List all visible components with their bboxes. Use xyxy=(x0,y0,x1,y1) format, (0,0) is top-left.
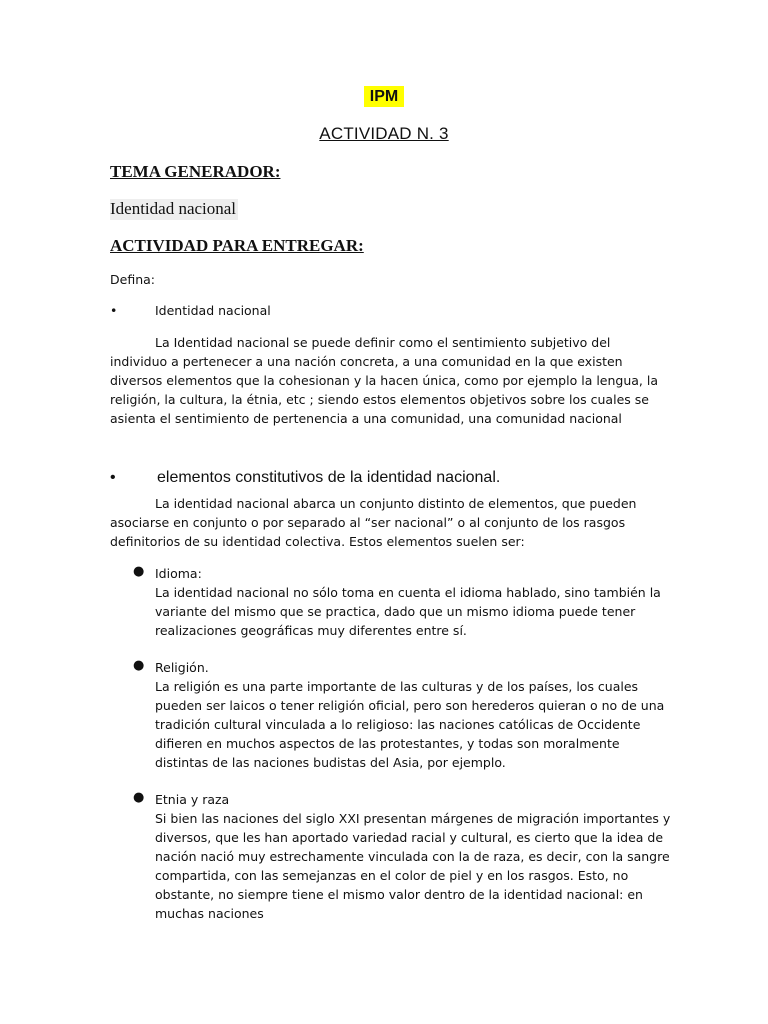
tema-generador-heading: TEMA GENERADOR: xyxy=(110,162,281,181)
identidad-nacional-text: La Identidad nacional se puede definir como el sentimiento subjetivo del individuo a pertenecer a una nación concreta, a una comunidad en la que existen diversos elementos que la cohesionan y la hacen única, como por ejemplo la lengua, la religión, la cultura, la étnia, etc ; siendo estos elementos objetivos sobre los cuales se asienta el sentimiento de pertenencia a una comunidad, una comunidad nacional xyxy=(110,335,659,426)
list-item-text: Si bien las naciones del siglo XXI presentan márgenes de migración importantes y diversos, que les han aportado variedad racial y cultural, es cierto que la idea de nación nació muy estrechamente vinculada con la de raza, es decir, con la sangre compartida, con las semejanzas en el color de piel y en los rasgos. Esto, no obstante, no siempre tiene el mismo valor dentro de la identidad nacional: en muchas naciones xyxy=(155,811,671,921)
ipm-highlighted-title: IPM xyxy=(364,86,404,107)
list-item-title: Idioma: xyxy=(155,566,202,581)
bullet-dot: • xyxy=(110,469,116,486)
list-item-body xyxy=(155,790,675,923)
bullet-dot: ● xyxy=(133,658,145,673)
bullet-label: elementos constitutivos de la identidad nacional. xyxy=(157,469,501,486)
ipm-heading-wrap xyxy=(0,86,768,107)
identidad-nacional-paragraph xyxy=(110,333,662,428)
actividad-entregar-heading: ACTIVIDAD PARA ENTREGAR: xyxy=(110,236,364,255)
defina-label: Defina: xyxy=(110,272,155,287)
bullet-dot: ● xyxy=(133,790,145,805)
list-item-title: Religión. xyxy=(155,660,209,675)
activity-title: ACTIVIDAD N. 3 xyxy=(319,124,449,143)
list-item-title: Etnia y raza xyxy=(155,792,230,807)
elementos-text: La identidad nacional abarca un conjunto distinto de elementos, que pueden asociarse en conjunto o por separado al “ser nacional” o al conjunto de los rasgos definitorios de su identidad colectiva. Estos elementos suelen ser: xyxy=(110,496,637,549)
elementos-paragraph xyxy=(110,494,662,551)
list-item-body xyxy=(155,658,675,772)
list-item-text: La identidad nacional no sólo toma en cuenta el idioma hablado, sino también la variante del mismo que se practica, dado que un mismo idioma puede tener realizaciones geográficas muy diferentes entre sí. xyxy=(155,585,661,638)
list-item-text: La religión es una parte importante de las culturas y de los países, los cuales pueden ser laicos o tener religión oficial, pero son herederos quieran o no de una tradición cultural vinculada a lo religioso: las naciones católicas de Occidente difieren en muchos aspectos de las protestantes, y todas son moralmente distintas de las naciones budistas del Asia, por ejemplo. xyxy=(155,679,665,770)
bullet-dot: ● xyxy=(133,564,145,579)
list-item-body xyxy=(155,564,675,640)
tema-identidad-nacional: Identidad nacional xyxy=(110,199,237,218)
bullet-label: Identidad nacional xyxy=(155,303,271,318)
bullet-dot: • xyxy=(110,303,118,318)
